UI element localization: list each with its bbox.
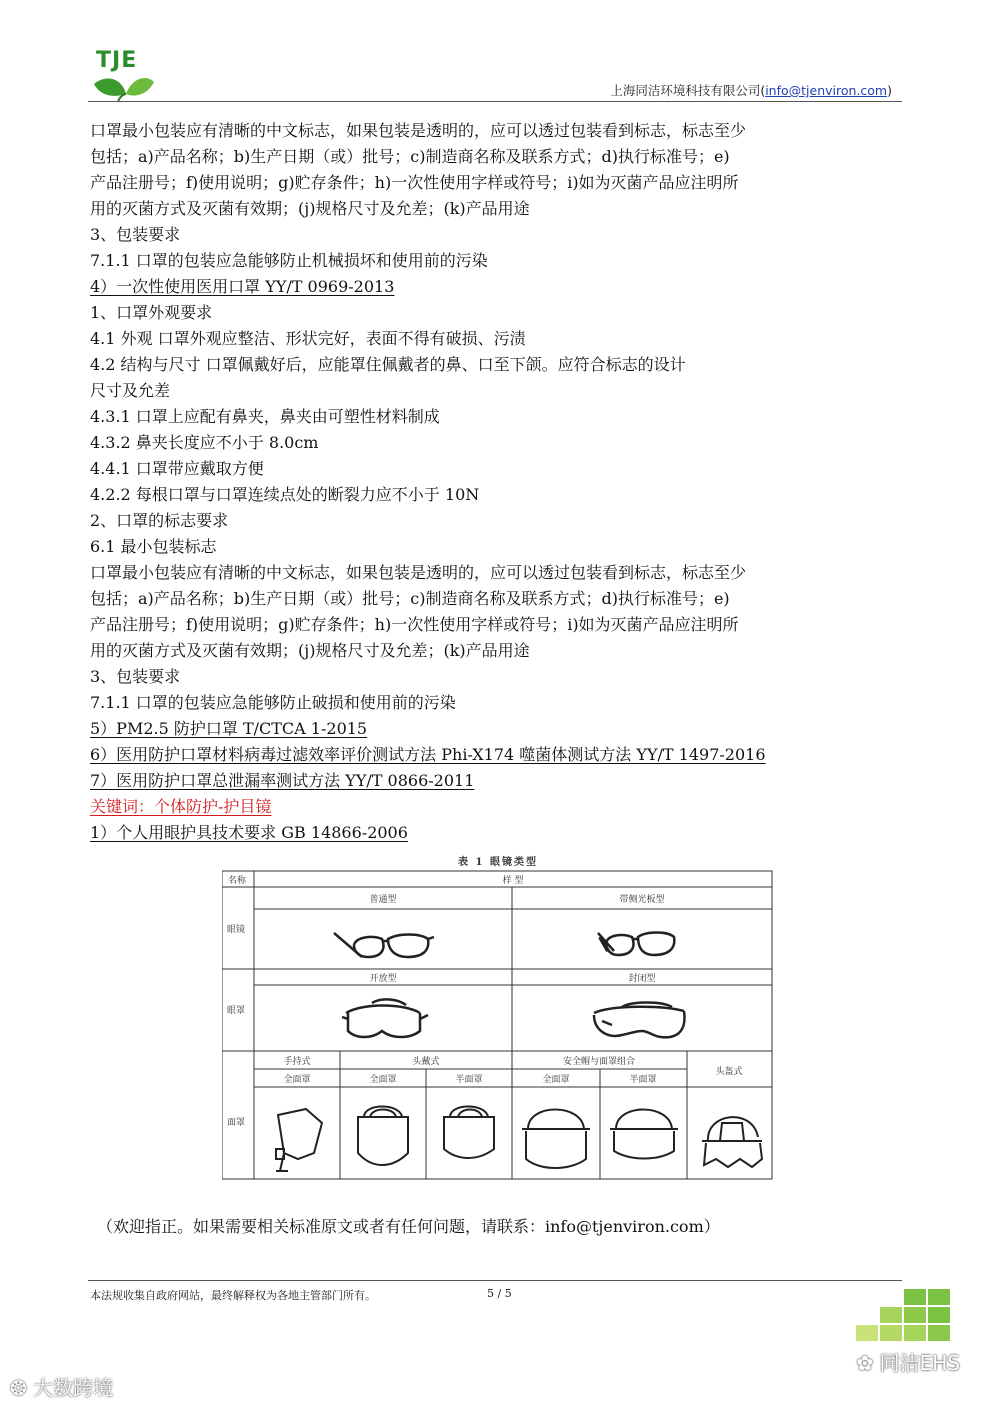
helmet-combo-label: 安全帽与面罩组合 — [562, 1057, 636, 1067]
col-name-label: 名称 — [228, 876, 247, 886]
text-line: 口罩最小包装应有清晰的中文标志，如果包装是透明的，应可以透过包装看到标志，标志至少 — [90, 121, 747, 140]
text-line: 1、口罩外观要求 — [90, 303, 213, 322]
sealed-goggles-icon — [594, 1003, 684, 1038]
helmet-full-shield-icon — [522, 1110, 590, 1169]
watermark-right — [857, 1347, 961, 1376]
text-line: 7.1.1 口罩的包装应急能够防止机械损坏和使用前的污染 — [90, 251, 488, 270]
header-company — [610, 81, 892, 99]
keyword-heading[interactable]: 关键词：个体防护-护目镜 — [90, 797, 272, 816]
company-email-link[interactable]: info@tjenviron.com — [765, 83, 888, 98]
plain-glasses-icon — [334, 933, 434, 957]
text-line: 用的灭菌方式及灭菌有效期；(j)规格尺寸及允差；(k)产品用途 — [90, 199, 530, 218]
handheld-face-shield-icon — [276, 1109, 322, 1171]
headworn-label: 头戴式 — [412, 1057, 440, 1067]
helmet-full-label: 全面罩 — [542, 1075, 570, 1085]
goggles-open-label: 开放型 — [369, 974, 397, 984]
glasses-plain-label: 普通型 — [369, 895, 397, 905]
handheld-full-label: 全面罩 — [283, 1075, 311, 1085]
text-line: 产品注册号；f)使用说明；g)贮存条件；h)一次性使用字样或符号；i)如为灭菌产品应注明所 — [90, 173, 739, 192]
text-line: 4.3.2 鼻夹长度应不小于 8.0cm — [90, 433, 319, 452]
company-logo — [88, 44, 158, 106]
eyewear-table — [222, 853, 774, 1181]
standard-heading-link[interactable]: 5）PM2.5 防护口罩 T/CTCA 1-2015 — [90, 719, 368, 738]
text-line: 包括；a)产品名称；b)生产日期（或）批号；c)制造商名称及联系方式；d)执行标准号；e) — [90, 589, 730, 608]
text-line: 4.2.2 每根口罩与口罩连续点处的断裂力应不小于 10N — [90, 485, 480, 504]
headworn-half-label: 半面罩 — [455, 1075, 483, 1085]
goggles-sealed-label: 封闭型 — [628, 974, 656, 984]
eyewear-types-figure — [222, 853, 774, 1181]
footer-rule — [88, 1280, 902, 1281]
text-line: 3、包装要求 — [90, 225, 181, 244]
company-name: 上海同洁环境科技有限公司( — [610, 83, 766, 98]
document-body — [90, 118, 910, 846]
headworn-full-label: 全面罩 — [369, 1075, 397, 1085]
head-mounted-helmet-icon — [702, 1117, 762, 1167]
watermark-left-text: 大数跨境 — [33, 1376, 114, 1400]
text-line: 口罩最小包装应有清晰的中文标志，如果包装是透明的，应可以透过包装看到标志，标志至少 — [90, 563, 747, 582]
standard-heading-link[interactable]: 7）医用防护口罩总泄漏率测试方法 YY/T 0866-2011 — [90, 771, 475, 790]
text-line: 用的灭菌方式及灭菌有效期；(j)规格尺寸及允差；(k)产品用途 — [90, 641, 530, 660]
head-mounted-label: 头盔式 — [715, 1067, 743, 1077]
figure-title: 表 1 眼镜类型 — [458, 857, 538, 868]
handheld-label: 手持式 — [283, 1057, 311, 1067]
watermark-left — [10, 1372, 113, 1401]
text-line: 3、包装要求 — [90, 667, 181, 686]
company-name-suffix: ) — [887, 83, 892, 98]
helmet-half-shield-icon — [610, 1110, 678, 1159]
text-line: 6.1 最小包装标志 — [90, 537, 217, 556]
headworn-full-shield-icon — [358, 1107, 408, 1166]
text-line: 包括；a)产品名称；b)生产日期（或）批号；c)制造商名称及联系方式；d)执行标准号；e) — [90, 147, 730, 166]
closing-note: （欢迎指正。如果需要相关标准原文或者有任何问题，请联系：info@tjenviron.com） — [97, 1217, 720, 1236]
text-line: 4.4.1 口罩带应戴取方便 — [90, 459, 264, 478]
col-style-label: 样 型 — [502, 876, 524, 886]
headworn-half-shield-icon — [444, 1107, 494, 1159]
text-line: 2、口罩的标志要求 — [90, 511, 229, 530]
open-goggles-icon — [342, 999, 428, 1037]
weibo-icon: ❂ — [10, 1376, 27, 1400]
logo-text: TJE — [96, 48, 138, 73]
wechat-icon: ✿ — [856, 1351, 874, 1375]
row-goggles-label: 眼罩 — [227, 1006, 246, 1016]
text-line: 7.1.1 口罩的包装应急能够防止破损和使用前的污染 — [90, 693, 456, 712]
standard-heading-link[interactable]: 1）个人用眼护具技术要求 GB 14866-2006 — [90, 823, 408, 842]
text-line: 4.3.1 口罩上应配有鼻夹，鼻夹由可塑性材料制成 — [90, 407, 440, 426]
header-rule — [88, 101, 902, 102]
page-number: 5 / 5 — [487, 1287, 512, 1300]
glasses-side-label: 带侧光板型 — [619, 895, 665, 905]
text-line: 产品注册号；f)使用说明；g)贮存条件；h)一次性使用字样或符号；i)如为灭菌产品应注明所 — [90, 615, 739, 634]
row-faceshield-label: 面罩 — [227, 1118, 246, 1128]
helmet-half-label: 半面罩 — [629, 1075, 657, 1085]
text-line: 尺寸及允差 — [90, 381, 171, 400]
text-line: 4.1 外观 口罩外观应整洁、形状完好，表面不得有破损、污渍 — [90, 329, 526, 348]
text-line: 4.2 结构与尺寸 口罩佩戴好后，应能罩住佩戴者的鼻、口至下颌。应符合标志的设计 — [90, 355, 686, 374]
footer-note: 本法规收集自政府网站，最终解释权为各地主管部门所有。 — [90, 1289, 376, 1302]
watermark-right-text: 同洁EHS — [879, 1351, 960, 1375]
side-shield-glasses-icon — [598, 933, 674, 956]
standard-heading-link[interactable]: 6）医用防护口罩材料病毒过滤效率评价测试方法 Phi-X174 噬菌体测试方法 YY/T 1497-2016 — [90, 745, 766, 764]
standard-heading-link[interactable]: 4）一次性使用医用口罩 YY/T 0969-2013 — [90, 277, 395, 296]
row-glasses-label: 眼镜 — [227, 925, 246, 935]
